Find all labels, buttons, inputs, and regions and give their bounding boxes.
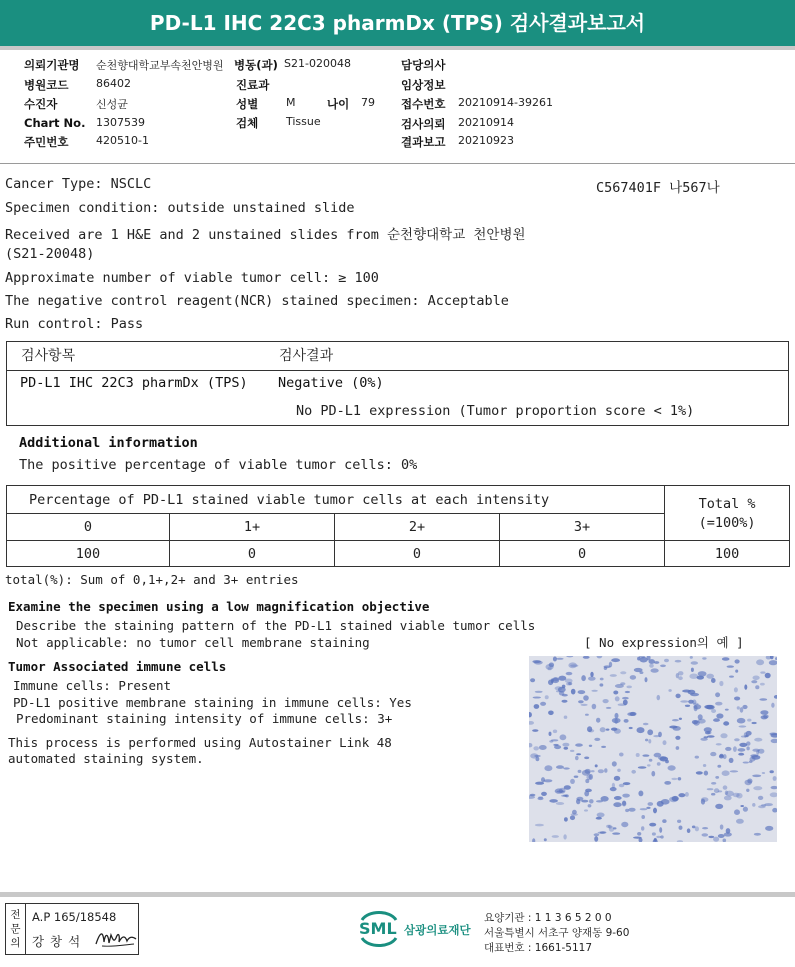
age-label: 나이	[327, 97, 350, 111]
report-date-value: 20210923	[458, 134, 514, 147]
additional-heading: Additional information	[19, 435, 198, 451]
image-caption: [ No expression의 예 ]	[584, 635, 744, 650]
intensity-table	[6, 485, 790, 567]
title-bar	[0, 0, 795, 50]
patient-label: 수진자	[24, 97, 58, 111]
total-value-cell: 100	[665, 541, 790, 567]
signature-image	[94, 926, 138, 950]
ap-number: A.P 165/18548	[32, 910, 117, 924]
viable-cell-count: Approximate number of viable tumor cell: ≥ 100	[5, 270, 379, 286]
report-date-label: 결과보고	[401, 135, 446, 149]
org-name: 삼광의료재단	[404, 923, 471, 937]
patient-value: 신성균	[96, 98, 128, 111]
specimen-cells-svg	[529, 656, 777, 842]
value-cell: 0	[170, 541, 335, 567]
positive-percentage: The positive percentage of viable tumor cells: 0%	[19, 457, 418, 473]
specialist-tag	[6, 904, 26, 954]
hospital-code-value: 86402	[96, 77, 131, 90]
level-cell: 1+	[170, 514, 335, 541]
specimen-micrograph-image	[529, 656, 777, 842]
ncr-status: The negative control reagent(NCR) stained specimen: Acceptable	[5, 293, 509, 309]
report-title: PD-L1 IHC 22C3 pharmDx (TPS) 검사결과보고서	[149, 11, 646, 35]
chart-no-value: 1307539	[96, 116, 145, 129]
sex-label: 성별	[236, 97, 259, 111]
sml-logo	[356, 906, 402, 950]
footer-divider	[0, 892, 795, 897]
address: 서울특별시 서초구 양재동 9-60	[484, 927, 630, 939]
request-date-label: 검사의뢰	[401, 117, 446, 131]
specimen-condition: Specimen condition: outside unstained slide	[5, 200, 355, 216]
level-cell: 0	[7, 514, 170, 541]
age-value: 79	[361, 96, 375, 109]
test-result: Negative (0%)	[278, 375, 384, 391]
chart-no-label: Chart No.	[24, 116, 86, 130]
doctor-name: 강 창 석	[32, 934, 82, 949]
receipt-value: 20210914-39261	[458, 96, 553, 109]
total-note: total(%): Sum of 0,1+,2+ and 3+ entries	[5, 572, 299, 587]
value-cell: 0	[500, 541, 665, 567]
sex-value: M	[286, 96, 296, 109]
level-cell: 3+	[500, 514, 665, 541]
col-result-header: 검사결과	[279, 348, 334, 364]
run-control: Run control: Pass	[5, 316, 144, 332]
department-label: 진료과	[236, 78, 270, 92]
process-line1: This process is performed using Autostainer Link 48	[8, 735, 392, 750]
received-slides: Received are 1 H&E and 2 unstained slides from 순천향대학교 천안병원	[5, 227, 526, 243]
logo-text: SML	[359, 919, 397, 938]
specimen-label: 검체	[236, 116, 259, 130]
immune-line3: Predominant staining intensity of immune cells: 3+	[16, 711, 393, 726]
specialist-tag-text: 전 문 의	[10, 909, 21, 949]
intensity-header: Percentage of PD-L1 stained viable tumor cells at each intensity	[7, 486, 665, 514]
examine-heading: Examine the specimen using a low magnification objective	[8, 599, 430, 614]
receipt-label: 접수번호	[401, 97, 446, 111]
id-number-label: 주민번호	[24, 135, 69, 149]
col-item-header: 검사항목	[21, 348, 76, 364]
hospital-code-label: 병원코드	[24, 78, 69, 92]
ward-label: 병동(과)	[234, 58, 278, 72]
doctor-label: 담당의사	[401, 58, 446, 72]
ward-value: S21-020048	[284, 57, 351, 70]
test-result-detail: No PD-L1 expression (Tumor proportion score < 1%)	[296, 403, 695, 419]
process-line2: automated staining system.	[8, 751, 204, 766]
requesting-org-label: 의뢰기관명	[24, 58, 80, 72]
case-number: C567401F 나567나	[596, 180, 720, 196]
immune-line1: Immune cells: Present	[13, 678, 172, 693]
examine-line2: Not applicable: no tumor cell membrane staining	[16, 635, 370, 650]
id-number-value: 420510-1	[96, 134, 149, 147]
level-cell: 2+	[335, 514, 500, 541]
examine-line1: Describe the staining pattern of the PD-L1 stained viable tumor cells	[16, 618, 536, 633]
signature-box	[5, 903, 139, 955]
requesting-org-value: 순천향대학교부속천안병원	[96, 59, 224, 72]
value-cell: 0	[335, 541, 500, 567]
received-id: (S21-20048)	[5, 246, 95, 262]
value-cell: 100	[7, 541, 170, 567]
total-header	[665, 486, 790, 541]
header-divider	[0, 163, 795, 164]
total-header-line1: Total %	[698, 495, 756, 512]
immune-heading: Tumor Associated immune cells	[8, 659, 227, 674]
result-box	[6, 341, 789, 426]
specimen-value: Tissue	[286, 115, 321, 128]
cancer-type: Cancer Type: NSCLC	[5, 176, 152, 192]
phone-number: 대표번호 : 1661-5117	[484, 942, 593, 954]
agency-number: 요양기관 : 1 1 3 6 5 2 0 0	[484, 912, 612, 924]
clinical-info-label: 임상정보	[401, 78, 446, 92]
total-header-line2: (=100%)	[698, 514, 756, 531]
immune-line2: PD-L1 positive membrane staining in immune cells: Yes	[13, 695, 412, 710]
result-divider	[7, 370, 788, 371]
test-item: PD-L1 IHC 22C3 pharmDx (TPS)	[20, 375, 248, 391]
request-date-value: 20210914	[458, 116, 514, 129]
